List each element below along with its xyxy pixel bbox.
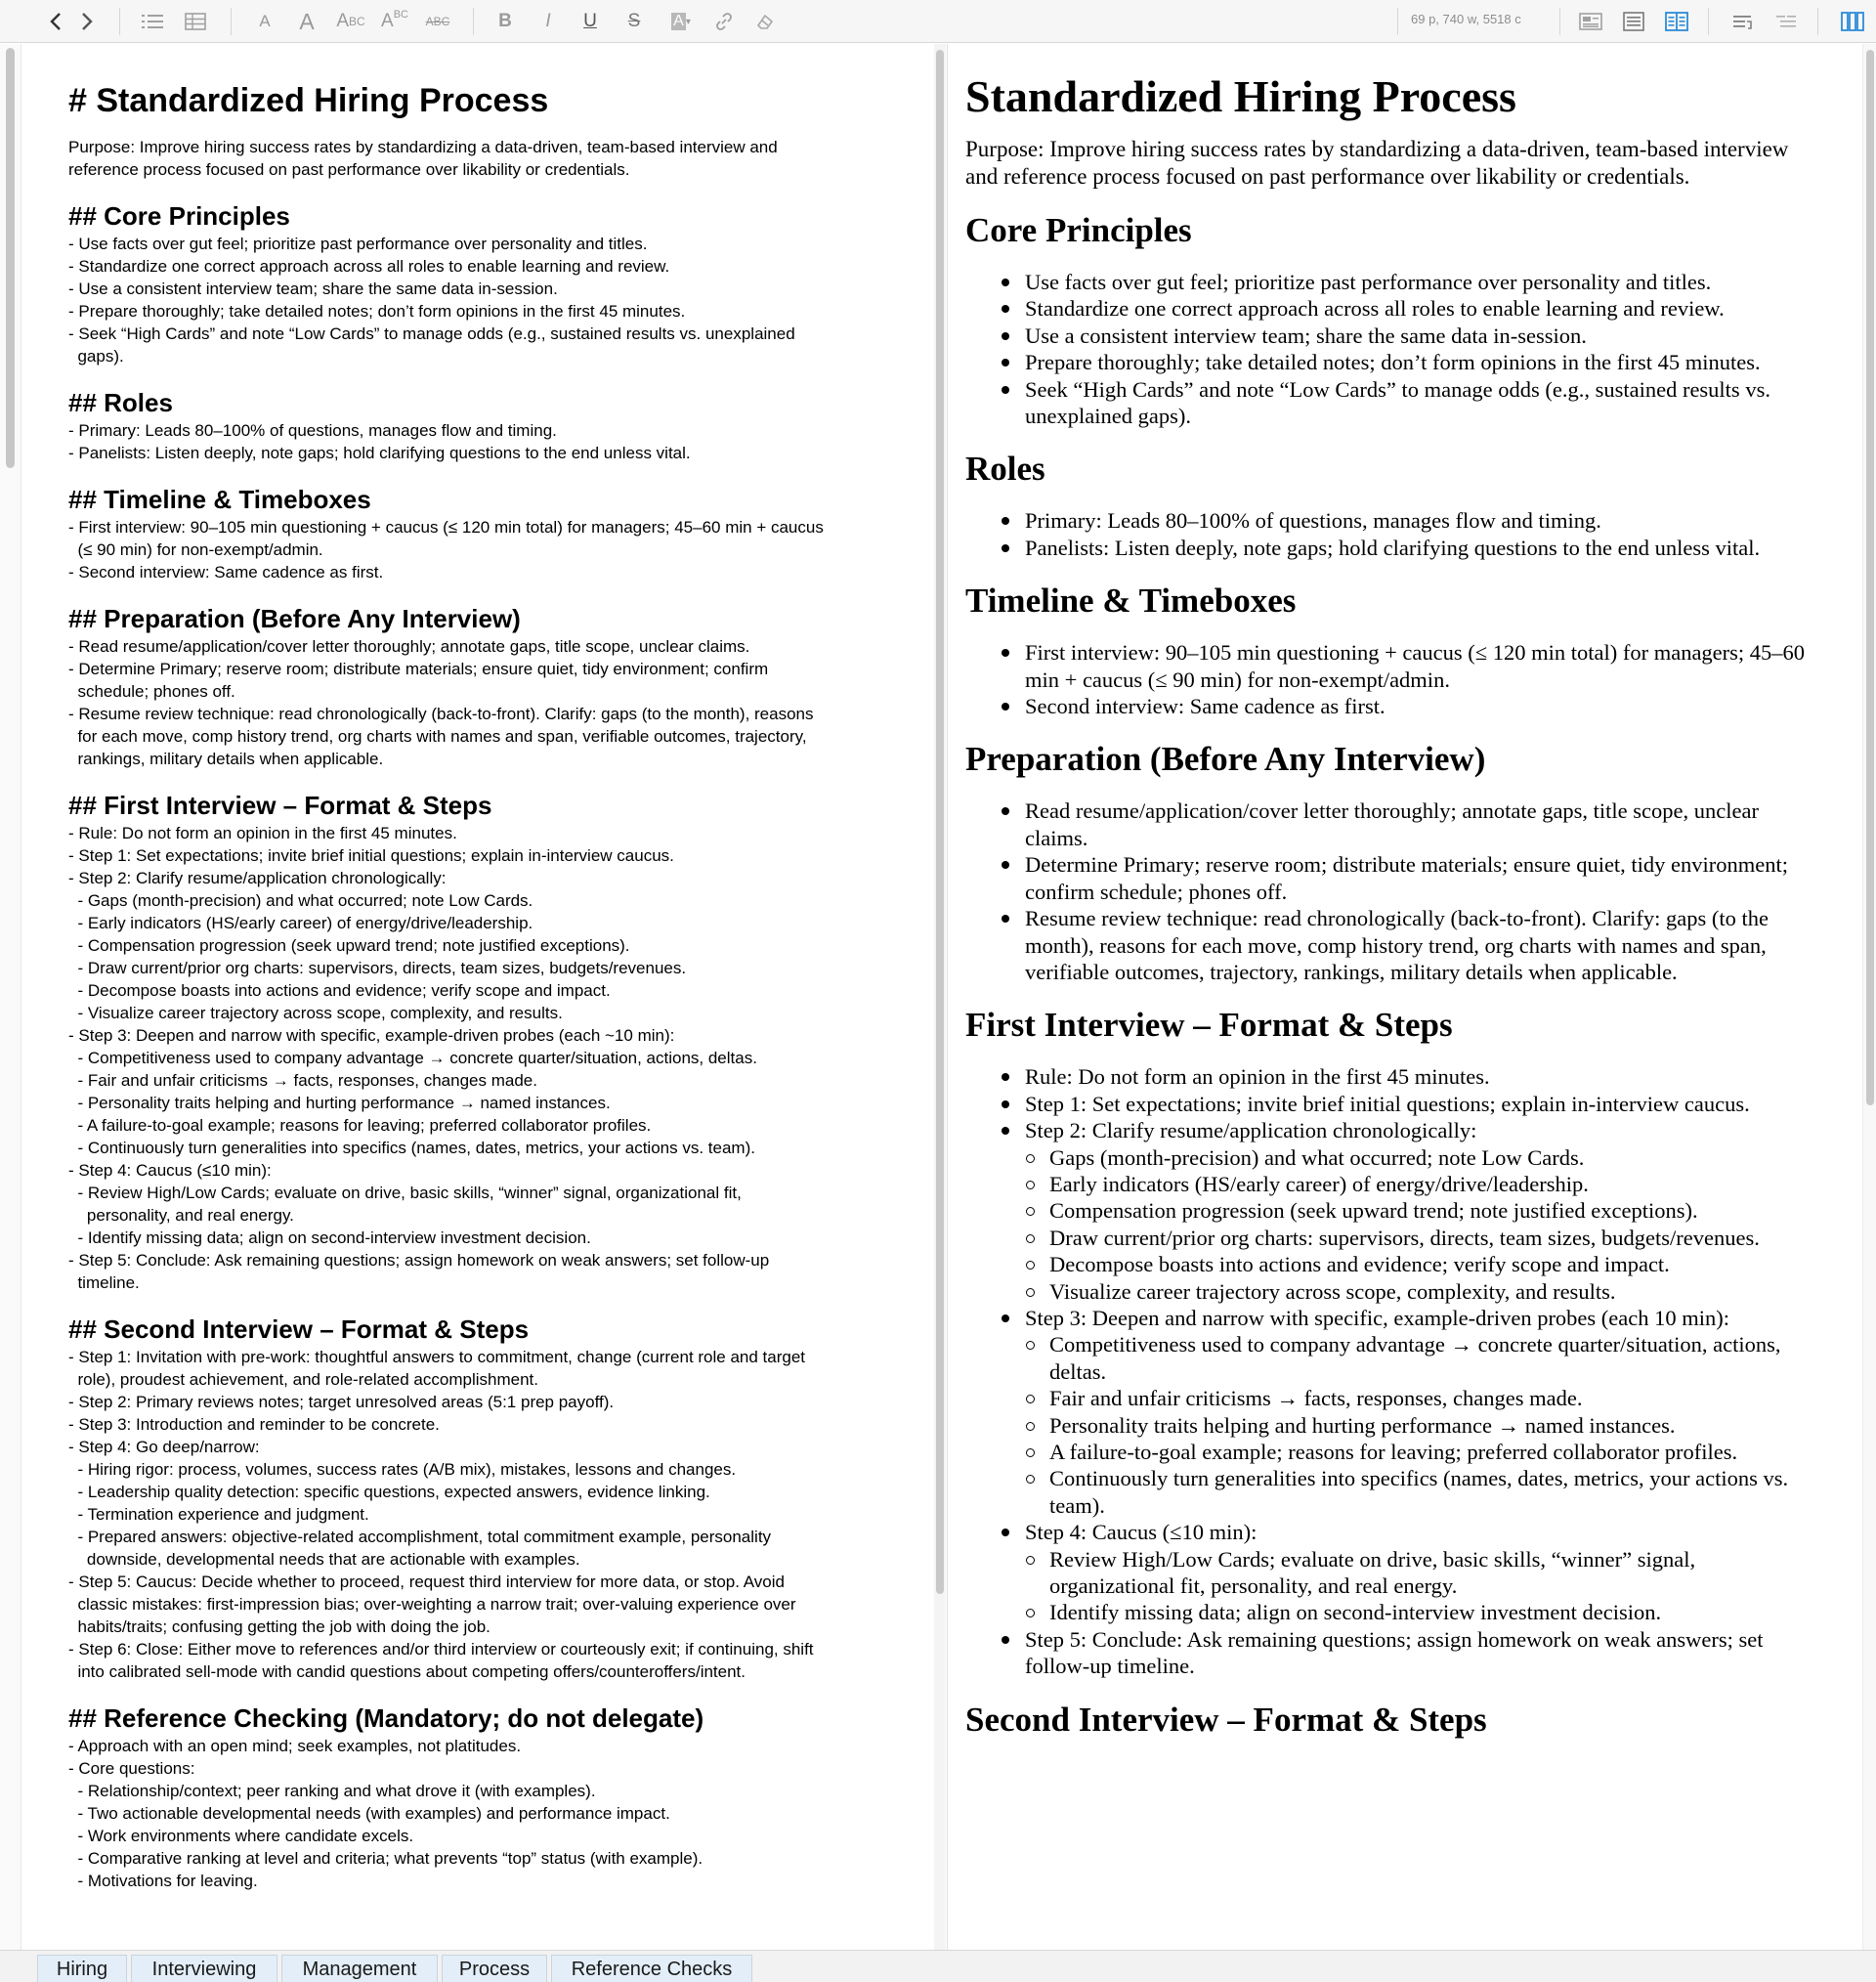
list-item-text: Step 1: Set expectations; invite brief initial questions; explain in-interview caucus. xyxy=(1025,1091,1750,1116)
list-item xyxy=(1001,1519,1825,1626)
list-item-text: Rule: Do not form an opinion in the first 45 minutes. xyxy=(1025,1064,1490,1090)
list-item xyxy=(1001,376,1825,430)
circle-bullet-icon xyxy=(1026,1475,1035,1484)
text-color-icon[interactable]: A ▾ xyxy=(673,13,691,29)
list-item xyxy=(1001,1305,1825,1519)
bullet-icon xyxy=(1002,1073,1009,1081)
preview-sections xyxy=(965,210,1825,1741)
list-item-text: Second interview: Same cadence as first. xyxy=(1025,694,1386,719)
list-item xyxy=(1001,797,1825,851)
bullet-icon xyxy=(1002,1529,1009,1536)
editor-section-body: - Primary: Leads 80–100% of questions, manages flow and timing. - Panelists: Listen deeply, note gaps; hold clarifying questions to the end unless vital. xyxy=(68,421,691,462)
sub-list-item xyxy=(1025,1412,1825,1439)
strikethrough-icon[interactable]: S xyxy=(627,11,641,31)
list-item-text: Seek “High Cards” and note “Low Cards” to manage odds (e.g., sustained results vs. unexplained gaps). xyxy=(1025,376,1770,429)
sub-list-item xyxy=(1025,1144,1825,1171)
sub-list-item xyxy=(1025,1197,1825,1224)
sub-list-item-text: Visualize career trajectory across scope, complexity, and results. xyxy=(1049,1278,1616,1304)
link-icon[interactable] xyxy=(711,8,737,35)
underline-icon[interactable]: U xyxy=(583,11,597,31)
bullet-icon xyxy=(1002,1100,1009,1108)
preview-scrollbar[interactable] xyxy=(1862,44,1876,1950)
superscript-icon[interactable]: A BC xyxy=(381,9,408,31)
chevron-left-icon[interactable] xyxy=(43,8,68,35)
strikeout-caps-icon[interactable]: ABC xyxy=(425,15,450,28)
list-item xyxy=(1001,295,1825,322)
circle-bullet-icon xyxy=(1026,1207,1035,1216)
preview-scroll-thumb[interactable] xyxy=(1866,50,1874,1105)
sub-list-item xyxy=(1025,1465,1825,1519)
left-gutter xyxy=(0,44,21,1950)
editor-heading: ## Core Principles xyxy=(68,201,290,231)
editor-section-body: - First interview: 90–105 min questioning + caucus (≤ 120 min total) for managers; 45–60 min + caucus (≤ 90 min) for non-exempt/admin. - Second interview: Same cadence as first. xyxy=(68,518,824,582)
bullet-list-icon[interactable] xyxy=(139,8,166,35)
list-item xyxy=(1001,507,1825,534)
editor-heading: ## Roles xyxy=(68,388,173,417)
sub-list-item xyxy=(1025,1171,1825,1197)
sub-list-item-text: Review High/Low Cards; evaluate on drive, basic skills, “winner” signal, organizational fit, personality, and real energy. xyxy=(1049,1546,1696,1599)
bullet-icon xyxy=(1002,1314,1009,1322)
toolbar xyxy=(0,0,1876,43)
editor-title: # Standardized Hiring Process xyxy=(68,82,549,119)
sub-list-item-text: Identify missing data; align on second-interview investment decision. xyxy=(1049,1600,1662,1625)
list-item-text: Step 2: Clarify resume/application chronologically: xyxy=(1025,1118,1477,1143)
list-item xyxy=(1001,323,1825,349)
preview-heading: Second Interview – Format & Steps xyxy=(965,1700,1487,1739)
tab-interviewing[interactable]: Interviewing xyxy=(131,1955,277,1982)
preview-purpose: Purpose: Improve hiring success rates by standardizing a data-driven, team-based interview and reference process focused on past performance over likability or credentials. xyxy=(965,137,1789,189)
bullet-icon xyxy=(1002,703,1009,711)
list-item-text: Step 5: Conclude: Ask remaining questions; assign homework on weak answers; set follow-up timeline. xyxy=(1025,1626,1764,1679)
preview-list xyxy=(1001,1063,1825,1679)
editor-content[interactable] xyxy=(68,79,907,1892)
sub-list-item-text: Early indicators (HS/early career) of energy/drive/leadership. xyxy=(1049,1171,1589,1196)
clear-format-icon[interactable] xyxy=(752,8,778,35)
editor-section-body: - Rule: Do not form an opinion in the first 45 minutes. - Step 1: Set expectations; invite brief initial questions; explain in-interview caucus. - Step 2: Clarify resume/application chronologically: - Gaps (month-precision) and what occurred; note Low Cards. - Early indicators (HS/early career) of energy/drive/leadership. - Compensation progression (seek upward trend; note justified exceptions). - Draw current/prior org charts: supervisors, directs, team sizes, budgets/revenues. - Decompose boasts into actions and evidence; verify scope and impact. - Visualize career trajectory across scope, complexity, and results. - Step 3: Deepen and narrow with specific, example-driven probes (each ~10 min): - Competitiveness used to company advantage → concrete quarter/situation, actions, deltas. - Fair and unfair criticisms → facts, responses, changes made. - Personality traits helping and hurting performance → named instances. - A failure-to-goal example; reasons for leaving; preferred collaborator profiles. - Continuously turn generalities into specifics (names, dates, metrics, your actions vs. team). - Step 4: Caucus (≤10 min): - Review High/Low Cards; evaluate on drive, basic skills, “winner” signal, organizational fit, personality, and real energy. - Identify missing data; align on second-interview investment decision. - Step 5: Conclude: Ask remaining questions; assign homework on weak answers; set follow-up timeline. xyxy=(68,824,770,1292)
font-size-small-icon[interactable]: A xyxy=(259,12,271,30)
tab-reference-checks[interactable]: Reference Checks xyxy=(551,1955,752,1982)
preview-list xyxy=(1001,797,1825,985)
bullet-icon xyxy=(1002,386,1009,394)
tab-hiring[interactable]: Hiring xyxy=(37,1955,127,1982)
bullet-icon xyxy=(1002,279,1009,286)
preview-sublist xyxy=(1025,1144,1825,1305)
sub-list-item xyxy=(1025,1385,1825,1411)
circle-bullet-icon xyxy=(1026,1609,1035,1617)
circle-bullet-icon xyxy=(1026,1288,1035,1297)
sub-list-item-text: Gaps (month-precision) and what occurred; note Low Cards. xyxy=(1049,1144,1585,1170)
preview-pane[interactable] xyxy=(950,44,1876,1950)
document-stats: 69 p, 740 w, 5518 c xyxy=(1411,12,1521,26)
list-item xyxy=(1001,1117,1825,1305)
bullet-icon xyxy=(1002,544,1009,552)
tab-process[interactable]: Process xyxy=(442,1955,547,1982)
circle-bullet-icon xyxy=(1026,1341,1035,1350)
circle-bullet-icon xyxy=(1026,1261,1035,1270)
list-item xyxy=(1001,1091,1825,1117)
editor-heading: ## Timeline & Timeboxes xyxy=(68,485,371,514)
preview-heading: Core Principles xyxy=(965,211,1192,249)
bullet-icon xyxy=(1002,332,1009,340)
bold-icon[interactable]: B xyxy=(498,11,512,31)
view-split-icon[interactable] xyxy=(1663,8,1690,35)
preview-list xyxy=(1001,269,1825,429)
preview-title: Standardized Hiring Process xyxy=(965,71,1516,121)
sub-list-item xyxy=(1025,1599,1825,1625)
sub-list-item-text: Draw current/prior org charts: supervisors, directs, team sizes, budgets/revenues. xyxy=(1049,1225,1760,1250)
sub-list-item xyxy=(1025,1546,1825,1600)
preview-heading: Roles xyxy=(965,450,1045,489)
bullet-icon xyxy=(1002,649,1009,657)
columns-icon[interactable] xyxy=(1839,8,1866,35)
circle-bullet-icon xyxy=(1026,1395,1035,1403)
list-item-text: Use a consistent interview team; share the same data in-session. xyxy=(1025,323,1587,348)
bullet-icon xyxy=(1002,517,1009,525)
view-editor-icon[interactable] xyxy=(1577,8,1604,35)
preview-list xyxy=(1001,507,1825,561)
tag-tab-bar xyxy=(0,1950,1876,1982)
list-item-text: First interview: 90–105 min questioning + caucus (≤ 120 min total) for managers; 45–60 min + caucus (≤ 90 min) for non-exempt/admin. xyxy=(1025,640,1806,692)
list-item xyxy=(1001,349,1825,375)
list-item-text: Standardize one correct approach across all roles to enable learning and review. xyxy=(1025,296,1725,322)
preview-heading: First Interview – Format & Steps xyxy=(965,1006,1453,1045)
bullet-icon xyxy=(1002,305,1009,313)
list-item xyxy=(1001,851,1825,905)
sub-list-item xyxy=(1025,1439,1825,1465)
list-item-text: Resume review technique: read chronologically (back-to-front). Clarify: gaps (to the month), reasons for each move, comp history trend, org charts with names and span, verifiable outcomes, trajectory, rankings, military details when applicable. xyxy=(1025,906,1769,984)
editor-heading: ## Preparation (Before Any Interview) xyxy=(68,604,521,633)
list-item xyxy=(1001,1626,1825,1680)
sub-list-item-text: Continuously turn generalities into specifics (names, dates, metrics, your actions vs. team). xyxy=(1049,1466,1789,1518)
list-item-text: Step 3: Deepen and narrow with specific, example-driven probes (each 10 min): xyxy=(1025,1305,1729,1330)
list-item xyxy=(1001,535,1825,561)
list-item xyxy=(1001,693,1825,719)
circle-bullet-icon xyxy=(1026,1181,1035,1189)
tab-management[interactable]: Management xyxy=(281,1955,438,1982)
list-item-text: Primary: Leads 80–100% of questions, manages flow and timing. xyxy=(1025,508,1601,534)
preview-heading: Preparation (Before Any Interview) xyxy=(965,740,1486,779)
editor-heading: ## First Interview – Format & Steps xyxy=(68,791,492,820)
sub-list-item-text: Personality traits helping and hurting performance → named instances. xyxy=(1049,1412,1676,1438)
preview-content xyxy=(965,71,1825,1758)
list-item xyxy=(1001,905,1825,985)
editor-heading: ## Second Interview – Format & Steps xyxy=(68,1314,530,1344)
bullet-icon xyxy=(1002,359,1009,366)
sub-list-item xyxy=(1025,1225,1825,1251)
gutter-scrollbar[interactable] xyxy=(6,48,15,468)
markdown-editor[interactable] xyxy=(0,44,948,1950)
bullet-icon xyxy=(1002,1127,1009,1135)
sub-list-item-text: Compensation progression (seek upward trend; note justified exceptions). xyxy=(1049,1198,1698,1224)
bullet-icon xyxy=(1002,1636,1009,1644)
editor-scrollbar[interactable] xyxy=(934,44,946,1950)
editor-section-body: - Step 1: Invitation with pre-work: thoughtful answers to commitment, change (current role and target role), proudest achievement, and role-related accomplishment. - Step 2: Primary reviews notes; target unresolved areas (5:1 prep payoff). - Step 3: Introduction and reminder to be concrete. - Step 4: Go deep/narrow: - Hiring rigor: process, volumes, success rates (A/B mix), mistakes, lessons and changes. - Leadership quality detection: specific questions, expected answers, evidence linking. - Termination experience and judgment. - Prepared answers: objective-related accomplishment, total commitment example, personality downside, developmental needs that are actionable with examples. - Step 5: Caucus: Decide whether to proceed, request third interview for more data, or stop. Avoid classic mistakes: first-impression bias; over-weighting a narrow trait; over-valuing experience over habits/traits; confusing getting the job with doing the job. - Step 6: Close: Either move to references and/or third interview or courteously exit; if continuing, shift into calibrated sell-mode with candid questions about competing offers/counteroffers/intent. xyxy=(68,1348,814,1681)
preview-sublist xyxy=(1025,1546,1825,1626)
list-item xyxy=(1001,639,1825,693)
sub-list-item xyxy=(1025,1278,1825,1305)
sub-list-item xyxy=(1025,1251,1825,1277)
editor-purpose: Purpose: Improve hiring success rates by standardizing a data-driven, team-based interview and reference process focused on past performance over likability or credentials. xyxy=(68,138,778,179)
editor-section-body: - Read resume/application/cover letter thoroughly; annotate gaps, title scope, unclear claims. - Determine Primary; reserve room; distribute materials; ensure quiet, tidy environment; confirm schedule; phones off. - Resume review technique: read chronologically (back-to-front). Clarify: gaps (to the month), reasons for each move, comp history trend, org charts with names and span, verifiable outcomes, trajectory, rankings, military details when applicable. xyxy=(68,637,814,768)
list-item-text: Prepare thoroughly; take detailed notes; don’t form opinions in the first 45 minutes. xyxy=(1025,350,1761,375)
editor-section-body: - Approach with an open mind; seek examples, not platitudes. - Core questions: - Relationship/context; peer ranking and what drove it (with examples). - Two actionable developmental needs (with examples) and performance impact. - Work environments where candidate excels. - Comparative ranking at level and criteria; what prevents “top” status (with example). - Motivations for leaving. xyxy=(68,1737,704,1890)
bullet-icon xyxy=(1002,915,1009,923)
list-item xyxy=(1001,1063,1825,1090)
list-item-text: Panelists: Listen deeply, note gaps; hold clarifying questions to the end unless vital. xyxy=(1025,535,1761,560)
sub-list-item-text: Competitiveness used to company advantage → concrete quarter/situation, actions, deltas. xyxy=(1049,1332,1781,1384)
list-item-text: Step 4: Caucus (≤10 min): xyxy=(1025,1520,1258,1545)
circle-bullet-icon xyxy=(1026,1154,1035,1163)
sub-list-item-text: Decompose boasts into actions and evidence; verify scope and impact. xyxy=(1049,1252,1670,1277)
outline-icon[interactable] xyxy=(1772,8,1800,35)
font-size-large-icon[interactable]: A xyxy=(299,8,315,34)
view-preview-icon[interactable] xyxy=(1620,8,1647,35)
sub-list-item-text: Fair and unfair criticisms → facts, responses, changes made. xyxy=(1049,1386,1583,1411)
preview-heading: Timeline & Timeboxes xyxy=(965,582,1297,621)
chevron-right-icon[interactable] xyxy=(74,8,100,35)
circle-bullet-icon xyxy=(1026,1422,1035,1431)
circle-bullet-icon xyxy=(1026,1234,1035,1243)
italic-icon[interactable]: I xyxy=(545,11,551,31)
editor-section-body: - Use facts over gut feel; prioritize past performance over personality and titles. - Standardize one correct approach across all roles to enable learning and review. - Use a consistent interview team; share the same data in-session. - Prepare thoroughly; take detailed notes; don’t form opinions in the first 45 minutes. - Seek “High Cards” and note “Low Cards” to manage odds (e.g., sustained results vs. unexplained gaps). xyxy=(68,235,795,366)
preview-list xyxy=(1001,639,1825,719)
editor-scroll-thumb[interactable] xyxy=(936,50,944,1594)
small-caps-icon[interactable]: A BC xyxy=(336,11,365,31)
sub-list-item xyxy=(1025,1331,1825,1385)
circle-bullet-icon xyxy=(1026,1448,1035,1457)
sub-list-item-text: A failure-to-goal example; reasons for leaving; preferred collaborator profiles. xyxy=(1049,1440,1738,1464)
wrap-icon[interactable] xyxy=(1729,8,1757,35)
list-item xyxy=(1001,269,1825,295)
bullet-icon xyxy=(1002,861,1009,869)
bullet-icon xyxy=(1002,807,1009,815)
circle-bullet-icon xyxy=(1026,1556,1035,1565)
preview-sublist xyxy=(1025,1331,1825,1519)
list-item-text: Determine Primary; reserve room; distribute materials; ensure quiet, tidy environment; confirm schedule; phones off. xyxy=(1025,852,1789,904)
editor-heading: ## Reference Checking (Mandatory; do not delegate) xyxy=(68,1703,704,1733)
list-item-text: Use facts over gut feel; prioritize past performance over personality and titles. xyxy=(1025,270,1712,294)
list-item-text: Read resume/application/cover letter thoroughly; annotate gaps, title scope, unclear claims. xyxy=(1025,798,1759,850)
table-icon[interactable] xyxy=(182,8,209,35)
